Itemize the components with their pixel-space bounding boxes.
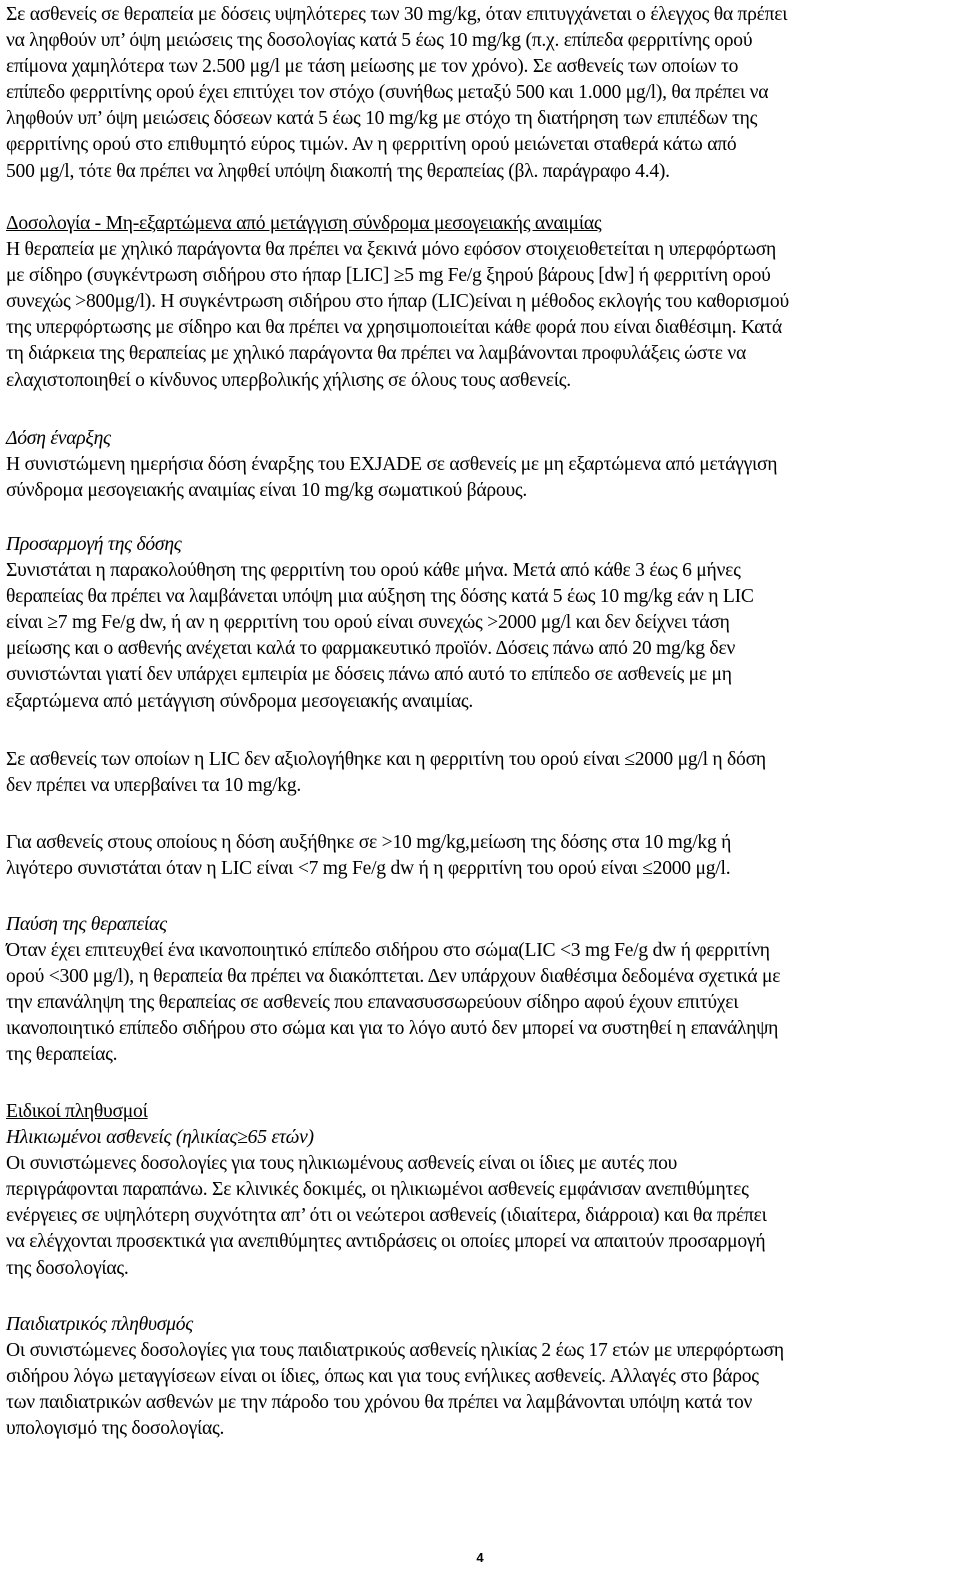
- page-number: 4: [476, 1550, 484, 1565]
- text-line: δεν πρέπει να υπερβαίνει τα 10 mg/kg.: [6, 775, 302, 797]
- text-line: ικανοποιητικό επίπεδο σιδήρου στο σώμα και για το λόγο αυτό δεν μπορεί να συστηθεί η επανάληψη: [6, 1018, 779, 1040]
- dose-adjustment-paragraph-2: [6, 747, 766, 799]
- starting-dose-section: [6, 426, 777, 504]
- text-line: Η συνιστώμενη ημερήσια δόση έναρξης του EXJADE σε ασθενείς με μη εξαρτώμενα από μετάγγιση: [6, 454, 778, 476]
- text-line: ορού <300 μg/l), η θεραπεία θα πρέπει να διακόπτεται. Δεν υπάρχουν διαθέσιμα δεδομένα σχετικά με: [6, 966, 781, 988]
- text-line: υπολογισμό της δοσολογίας.: [6, 1418, 225, 1440]
- text-line: να ληφθούν υπ’ όψη μειώσεις της δοσολογίας κατά 5 έως 10 mg/kg (π.χ. επίπεδα φερριτίνης ορού: [6, 30, 753, 52]
- text-line: εξαρτώμενα από μετάγγιση σύνδρομα μεσογειακής αναιμίας.: [6, 690, 473, 712]
- text-line: Η θεραπεία με χηλικό παράγοντα θα πρέπει να ξεκινά μόνο εφόσον στοιχειοθετείται η υπερφόρτωση: [6, 239, 777, 261]
- text-line: της δοσολογίας.: [6, 1257, 129, 1279]
- dose-adjustment-section: [6, 532, 754, 715]
- text-line: φερριτίνης ορού στο επιθυμητό εύρος τιμών. Αν η φερριτίνη ορού μειώνεται σταθερά κάτω από: [6, 134, 737, 156]
- subsection-heading: Παιδιατρικός πληθυσμός: [6, 1314, 194, 1335]
- section-heading: Δοσολογία - Μη-εξαρτώμενα από μετάγγιση σύνδρομα μεσογειακής αναιμίας: [6, 213, 602, 234]
- text-line: Συνιστάται η παρακολούθηση της φερριτίνη του ορού κάθε μήνα. Μετά από κάθε 3 έως 6 μήνες: [6, 560, 741, 582]
- text-line: Σε ασθενείς των οποίων η LIC δεν αξιολογήθηκε και η φερριτίνη του ορού είναι ≤2000 μg/l η δόση: [6, 749, 766, 770]
- text-line: Οι συνιστώμενες δοσολογίες για τους ηλικιωμένους ασθενείς είναι οι ίδιες με αυτές που: [6, 1153, 678, 1175]
- text-line: λιγότερο συνιστάται όταν η LIC είναι <7 mg Fe/g dw ή η φερριτίνη του ορού είναι ≤2000 μg/l.: [6, 858, 731, 880]
- text-line: ελαχιστοποιηθεί ο κίνδυνος υπερβολικής χήλισης σε όλους τους ασθενείς.: [6, 369, 571, 391]
- intro-paragraph: [6, 2, 787, 185]
- section-heading: Προσαρμογή της δόσης: [6, 534, 182, 555]
- text-line: Για ασθενείς στους οποίους η δόση αυξήθηκε σε >10 mg/kg,μείωση της δόσης στα 10 mg/kg ή: [6, 832, 732, 853]
- text-line: ενέργειες σε υψηλότερη συχνότητα απ’ ότι οι νεώτεροι ασθενείς (ιδιαίτερα, διάρροια) και θα πρέπει: [6, 1205, 767, 1227]
- text-line: σιδήρου λόγω μεταγγίσεων είναι οι ίδιες, όπως και για τους ενήλικες ασθενείς. Αλλαγές στο βάρος: [6, 1366, 759, 1388]
- special-populations-section: [6, 1099, 767, 1282]
- text-line: συνιστώνται γιατί δεν υπάρχει εμπειρία με δόσεις πάνω από αυτό το επίπεδο σε ασθενείς με μη: [6, 664, 732, 686]
- text-line: των παιδιατρικών ασθενών με την πάροδο του χρόνου θα πρέπει να λαμβάνονται υπόψη κατά τον: [6, 1392, 753, 1414]
- section-heading: Ειδικοί πληθυσμοί: [6, 1101, 148, 1122]
- text-line: να ελέγχονται προσεκτικά για ανεπιθύμητες αντιδράσεις οι οποίες μπορεί να απαιτούν προσαρμογή: [6, 1231, 766, 1253]
- text-line: είναι ≥7 mg Fe/g dw, ή αν η φερριτίνη του ορού είναι συνεχώς >2000 μg/l και δεν δείχνει τάση: [6, 612, 730, 634]
- text-line: την επανάληψη της θεραπείας σε ασθενείς που επανασυσσωρεύουν σίδηρο αφού έχουν επιτύχει: [6, 992, 739, 1014]
- section-heading: Δόση έναρξης: [6, 428, 111, 449]
- text-line: της θεραπείας.: [6, 1044, 118, 1066]
- text-line: συνεχώς >800μg/l). Η συγκέντρωση σιδήρου στο ήπαρ (LIC)είναι η μέθοδος εκλογής του καθορισμού: [6, 291, 789, 313]
- section-heading: Παύση της θεραπείας: [6, 914, 167, 935]
- text-line: ληφθούν υπ’ όψη μειώσεις δόσεων κατά 5 έως 10 mg/kg με στόχο τη διατήρηση των επιπέδων της: [6, 108, 758, 130]
- dose-adjustment-paragraph-3: [6, 830, 731, 882]
- text-line: με σίδηρο (συγκέντρωση σιδήρου στο ήπαρ [LIC] ≥5 mg Fe/g ξηρού βάρους [dw] ή φερριτίνη ορού: [6, 265, 771, 287]
- text-line: 500 μg/l, τότε θα πρέπει να ληφθεί υπόψη διακοπή της θεραπείας (βλ. παράγραφο 4.4).: [6, 160, 670, 182]
- text-line: τη διάρκεια της θεραπείας με χηλικό παράγοντα θα πρέπει να λαμβάνονται προφυλάξεις ώστε να: [6, 343, 746, 365]
- text-line: επίπεδο φερριτίνης ορού έχει επιτύχει τον στόχο (συνήθως μεταξύ 500 και 1.000 μg/l), θα πρέπει να: [6, 82, 769, 104]
- text-line: θεραπείας θα πρέπει να λαμβάνεται υπόψη μια αύξηση της δόσης κατά 5 έως 10 mg/kg εάν η LIC: [6, 586, 754, 608]
- text-line: περιγράφονται παραπάνω. Σε κλινικές δοκιμές, οι ηλικιωμένοι ασθενείς εμφάνισαν ανεπιθύμητες: [6, 1179, 749, 1201]
- treatment-stop-section: [6, 912, 780, 1069]
- text-line: της υπερφόρτωσης με σίδηρο και θα πρέπει να χρησιμοποιείται κάθε φορά που είναι διαθέσιμη. Κατά: [6, 317, 782, 339]
- dosing-ntdt-section: [6, 211, 789, 394]
- text-line: Σε ασθενείς σε θεραπεία με δόσεις υψηλότερες των 30 mg/kg, όταν επιτυγχάνεται ο έλεγχος θα πρέπει: [6, 4, 788, 25]
- text-line: μείωσης και ο ασθενής ανέχεται καλά το φαρμακευτικό προϊόν. Δόσεις πάνω από 20 mg/kg δεν: [6, 638, 736, 660]
- text-line: σύνδρομα μεσογειακής αναιμίας είναι 10 mg/kg σωματικού βάρους.: [6, 480, 528, 502]
- text-line: επίμονα χαμηλότερα των 2.500 μg/l με τάση μείωσης με τον χρόνο). Σε ασθενείς των οποίων το: [6, 56, 739, 78]
- text-line: Όταν έχει επιτευχθεί ένα ικανοποιητικό επίπεδο σιδήρου στο σώμα(LIC <3 mg Fe/g dw ή φερριτίνη: [6, 940, 770, 962]
- pediatric-section: [6, 1312, 784, 1442]
- text-line: Οι συνιστώμενες δοσολογίες για τους παιδιατρικούς ασθενείς ηλικίας 2 έως 17 ετών με υπερφόρτωση: [6, 1340, 784, 1362]
- subsection-heading: Ηλικιωμένοι ασθενείς (ηλικίας≥65 ετών): [6, 1127, 314, 1149]
